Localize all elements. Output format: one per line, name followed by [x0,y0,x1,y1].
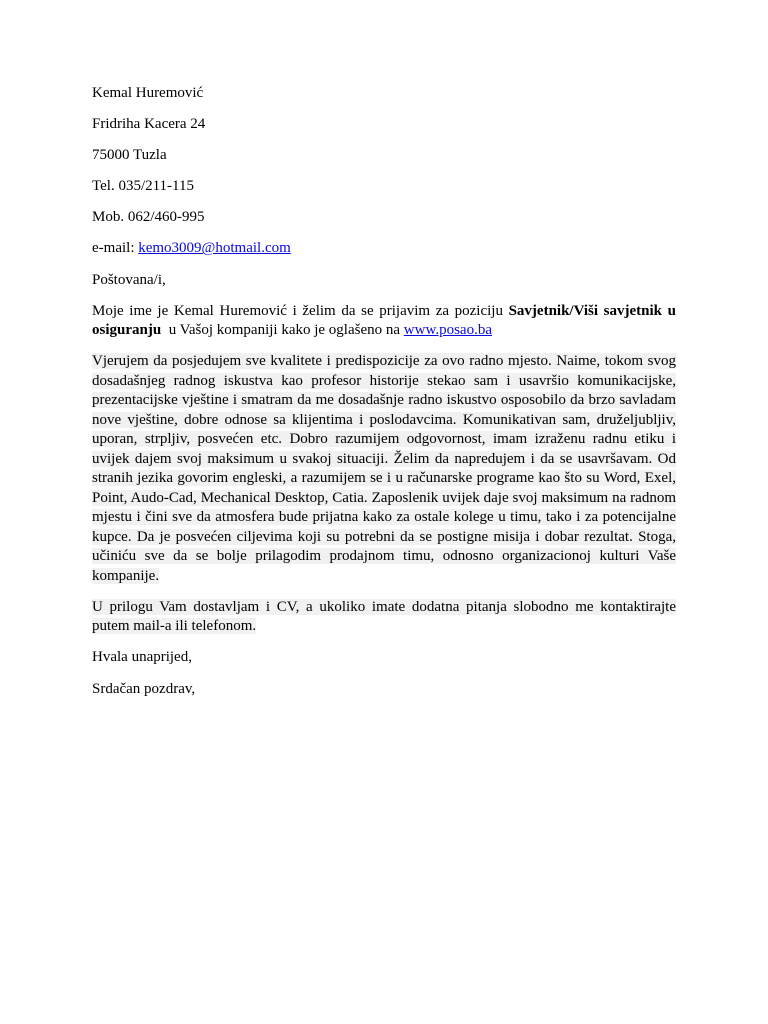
body-paragraph [92,352,676,586]
position-title: Savjetnik/Viši savjetnik u osiguranju [92,302,676,339]
letter-page [92,84,676,711]
email-label: e-mail: [92,240,139,257]
body-paragraph-text: Vjerujem da posjedujem sve kvalitete i predispozicije za ovo radno mjesto. Naime, tokom svog dosadašnjeg radnog iskustva kao profesor historije stekao sam i usavršio komunikacijske, prezentacijske vještine i smatram da me dosadašnje radno iskustvo osposobilo da brzo savladam nove vještine, dobre odnose sa klijentima i poslodavcima. Komunikativan sam, druželjubljiv, uporan, strpljiv, posvećen etc. Dobro razumijem odgovornost, imam izraženu radnu etiku i uvijek dajem svoj maksimum u svakoj situaciji. Želim da napredujem i da se usavršavam. Od stranih jezika govorim engleski, a razumijem se i u računarske programe kao što su Word, Exel, Point, Audo-Cad, Mechanical Desktop, Catia. Zaposlenik uvijek daje svoj maksimum na radnom mjestu i čini sve da atmosfera bude prijatna kako za ostale kolege u timu, tako i za potencijalne kupce. Da je posvećen ciljevima koji su potrebni da se postigne misija i dobar rezultat. Stoga, učiniću sve da se bolje prilagodim prodajnom timu, odnosno organizacionoj kulturi Vaše kompanije. [92,353,676,584]
sender-street: Fridriha Kacera 24 [92,116,206,133]
intro-text-after: u Vašoj kompaniji kako je oglašeno na [161,322,404,339]
sender-name: Kemal Huremović [92,85,204,101]
email-link[interactable]: kemo3009@hotmail.com [138,240,291,257]
sender-city: 75000 Tuzla [92,147,167,164]
intro-paragraph [92,302,676,341]
salutation: Poštovana/i, [92,271,166,288]
sender-phone: Tel. 035/211-115 [92,178,194,195]
job-site-link[interactable]: www.posao.ba [403,322,492,339]
attachment-paragraph [92,598,676,637]
attachment-paragraph-text: U prilogu Vam dostavljam i CV, a ukoliko imate dodatna pitanja slobodno me kontaktirajte putem mail-a ili telefonom. [92,598,676,635]
thanks-line: Hvala unaprijed, [92,649,192,666]
closing-line: Srdačan pozdrav, [92,680,196,697]
sender-mobile: Mob. 062/460-995 [92,209,205,226]
intro-text-before: Moje ime je Kemal Huremović i želim da se prijavim za poziciju [92,302,509,319]
sender-email-line [92,239,676,259]
